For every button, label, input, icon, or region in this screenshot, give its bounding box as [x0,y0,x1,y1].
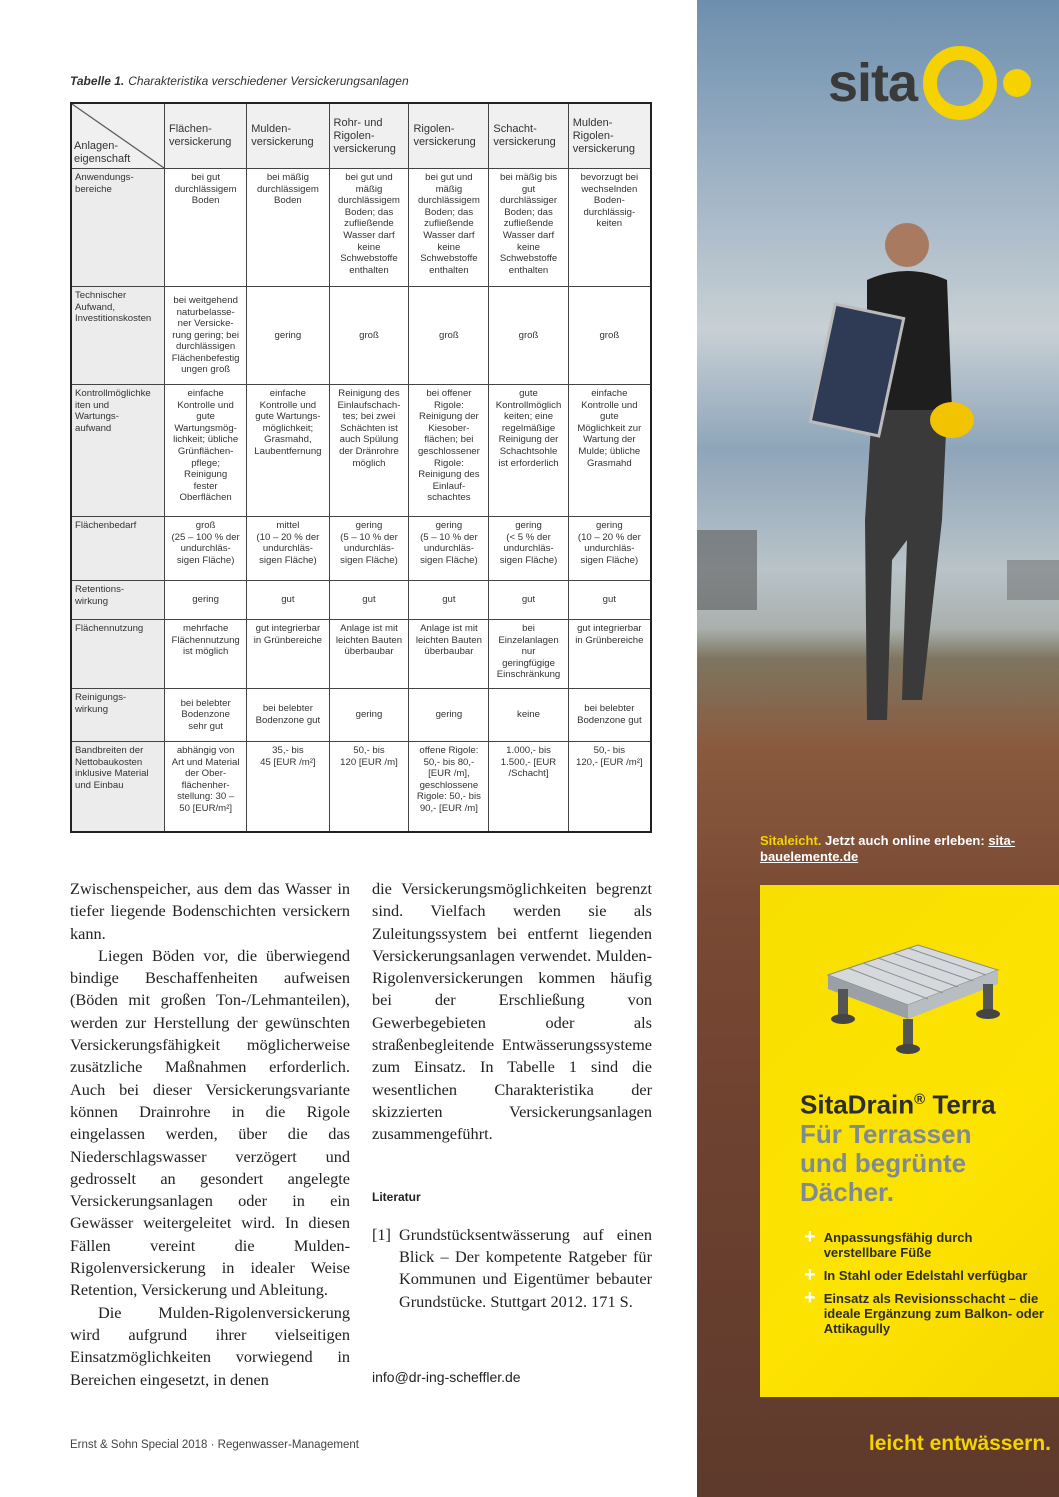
tagline-brand: Sitaleicht. [760,833,822,848]
table-cell: groß (25 – 100 % der undurchläs- sigen Fläche) [165,517,247,581]
column-header: Mulden- Rigolen- versickerung [568,103,651,169]
row-header: Bandbreiten der Nettobaukosten inklusive Material und Einbau [71,742,165,832]
table-cell: offene Rigole: 50,- bis 80,- [EUR /m], geschlossene Rigole: 50,- bis 90,- [EUR /m] [409,742,489,832]
product-subheading: Für Terrassen und begrünte Dächer. [800,1118,972,1207]
table-cell: bei belebter Bodenzone gut [568,689,651,742]
table-cell: gut integrierbar in Grünbereiche [247,620,329,689]
feature-text: Anpassungsfähig durch verstellbare Füße [823,1230,973,1260]
table-cell: keine [489,689,568,742]
table-cell: gut integrierbar in Grünbereiche [568,620,651,689]
table-cell: bei mäßig durchlässigem Boden [247,169,329,287]
website-link[interactable]: sita-bauelemente.de [760,833,1016,864]
table-cell: abhängig von Art und Material der Ober- flächenher- stellung: 30 – 50 [EUR/m²] [165,742,247,832]
table-cell: 1.000,- bis 1.500,- [EUR /Schacht] [489,742,568,832]
table-cell: bei belebter Bodenzone gut [247,689,329,742]
table-cell: 50,- bis 120 [EUR /m] [329,742,409,832]
feature-list [804,1226,1049,1344]
table-cell: einfache Kontrolle und gute Wartungsmög- lichkeit; übliche Grünflächen- pflege; Reinigung fester Oberflächen [165,385,247,517]
reference-item [372,1224,652,1313]
feature-text: Einsatz als Revisionsschacht – die ideale Ergänzung zum Balkon- oder Attikagully [823,1291,1044,1336]
table-cell: einfache Kontrolle und gute Wartungs- möglichkeit; Grasmahd, Laubentfernung [247,385,329,517]
feature-item [804,1226,1049,1260]
table-row [71,517,651,581]
logo-ring-icon [923,46,997,120]
plus-icon: + [804,1264,816,1286]
ad-slogan: leicht entwässern. [868,1432,1051,1455]
table-cell: gering [409,689,489,742]
table-cell: gut [568,581,651,620]
table-row [71,385,651,517]
feature-text: In Stahl oder Edelstahl verfügbar [823,1268,1028,1283]
table-cell: mehrfache Flächennutzung ist möglich [165,620,247,689]
author-email[interactable]: info@dr-ing-scheffler.de [372,1369,521,1385]
table-cell: einfache Kontrolle und gute Möglichkeit zur Wartung der Mulde; übliche Grasmahd [568,385,651,517]
worker-photo-illustration [697,0,1059,830]
literature-heading: Literatur [372,1189,421,1204]
table-cell: groß [409,287,489,385]
table-body [71,169,651,832]
table-cell: groß [329,287,409,385]
table-cell: bei gut und mäßig durchlässigem Boden; das zufließende Wasser darf keine Schwebstoffe enthalten [329,169,409,287]
table-cell: bei gut und mäßig durchlässigem Boden; das zufließende Wasser darf keine Schwebstoffe enthalten [409,169,489,287]
table-cell: Anlage ist mit leichten Bauten überbaubar [329,620,409,689]
row-header: Anwendungs- bereiche [71,169,165,287]
table-cell: gering (< 5 % der undurchläs- sigen Fläche) [489,517,568,581]
table-row [71,620,651,689]
logo-dot-icon [1003,69,1031,97]
column-header: Mulden- versickerung [247,103,329,169]
row-header: Reinigungs- wirkung [71,689,165,742]
table-cell: bevorzugt bei wechselnden Boden- durchlässig- keiten [568,169,651,287]
table-cell: bei weitgehend naturbelasse- ner Versicke- rung gering; bei durchlässigen Flächenbefestig ungen groß [165,287,247,385]
table-row [71,742,651,832]
table-cell: gut [409,581,489,620]
logo-wordmark: sita [827,53,917,113]
table-caption [70,74,409,88]
table-cell: gering [165,581,247,620]
corner-header [71,103,165,169]
table-cell: gut [329,581,409,620]
body-column-right [372,878,652,1313]
table-cell: Anlage ist mit leichten Bauten überbaubar [409,620,489,689]
registered-mark: ® [914,1091,926,1108]
table-row [71,169,651,287]
table-cell: gering (5 – 10 % der undurchläs- sigen Fläche) [409,517,489,581]
table-cell: mittel (10 – 20 % der undurchläs- sigen Fläche) [247,517,329,581]
page-footer: Ernst & Sohn Special 2018 · Regenwasser-Management [70,1439,359,1451]
row-header: Flächenbedarf [71,517,165,581]
feature-item [804,1287,1049,1336]
body-paragraph: die Versickerungsmöglichkeiten begrenzt sind. Vielfach werden sie als Zuleitungssystem bei entfernt liegenden Versickerungsanlagen verwendet. Mulden-Rigolenversickerungen kommen häufig bei der Erschließung von Gewerbegebieten oder als straßenbegleitende Entwässerungssysteme zum Einsatz. In Tabelle 1 sind die wesentlichen Charakteristika der skizzierten Versickerungsanlagen zusammengeführt. [372,879,652,1144]
caption-text: Charakteristika verschiedener Versickerungsanlagen [128,74,409,88]
tagline-text: Jetzt auch online erleben: [825,833,985,848]
product-heading [800,1085,1010,1207]
body-column-left [70,878,350,1391]
ad-tagline [760,833,1059,865]
table-row [71,581,651,620]
table-cell: bei mäßig bis gut durchlässiger Boden; das zufließende Wasser darf keine Schwebstoffe enthalten [489,169,568,287]
table-cell: 50,- bis 120,- [EUR /m²] [568,742,651,832]
table-cell: gute Kontrollmöglich keiten; eine regelmäßige Reinigung der Schachtsohle ist erforderlich [489,385,568,517]
table-cell: 35,- bis 45 [EUR /m²] [247,742,329,832]
table-cell: gering (10 – 20 % der undurchläs- sigen Fläche) [568,517,651,581]
table-cell: bei offener Rigole: Reinigung der Kiesober- flächen; bei geschlossener Rigole: Reinigung des Einlauf- schachtes [409,385,489,517]
advertisement [697,0,1059,1497]
table-cell: groß [489,287,568,385]
corner-label: Anlagen- eigenschaft [74,140,131,165]
table-cell: groß [568,287,651,385]
body-paragraph: Die Mulden-Rigolenversickerung wird aufgrund ihrer vielseitigen Einsatzmöglichkeiten vorwiegend in Bereichen eingesetzt, in denen [70,1302,350,1389]
column-header: Flächen- versickerung [165,103,247,169]
plus-icon: + [804,1226,816,1248]
body-paragraph: Liegen Böden vor, die überwiegend bindige Beschaffenheiten aufweisen (Böden mit großen Ton-/Lehmanteilen), werden zur Herstellung der gewünschten Versickerungsfähigkeit möglicherweise zusätzliche Maßnahmen erforderlich. Auch bei dieser Versickerungsvariante können Drainrohre in die Rigole eingelassen werden, über die das Niederschlagswasser verzögert und gedrosselt an gesondert angelegte Versickerungsanlagen oder in ein Gewässer weitergeleitet wird. In diesen Fällen vereint die Mulden-Rigolenversickerung in idealer Weise Retention, Versickerung und Ableitung. [70,945,350,1300]
table-cell: gut [247,581,329,620]
feature-item [804,1264,1049,1286]
column-header: Schacht- versickerung [489,103,568,169]
table-cell: bei belebter Bodenzone sehr gut [165,689,247,742]
table-row [71,689,651,742]
sita-logo [828,46,1031,120]
characteristics-table [70,102,652,833]
table-header-row [71,103,651,169]
table-cell: gering (5 – 10 % der undurchläs- sigen Fläche) [329,517,409,581]
caption-label: Tabelle 1. [70,74,125,88]
product-suffix: Terra [932,1089,996,1120]
table-row [71,287,651,385]
row-header: Technischer Aufwand, Investitionskosten [71,287,165,385]
column-header: Rigolen- versickerung [409,103,489,169]
table-cell: gering [247,287,329,385]
body-paragraph: Zwischenspeicher, aus dem das Wasser in tiefer liegende Bodenschichten versickern kann. [70,879,350,943]
product-name: SitaDrain [800,1089,915,1120]
drain-grate-product-image [808,915,1008,1065]
table-cell: bei Einzelanlagen nur geringfügige Einschränkung [489,620,568,689]
reference-number: [1] [372,1224,391,1244]
column-header: Rohr- und Rigolen- versickerung [329,103,409,169]
table-cell: gut [489,581,568,620]
table-cell: bei gut durchlässigem Boden [165,169,247,287]
row-header: Flächennutzung [71,620,165,689]
row-header: Retentions- wirkung [71,581,165,620]
plus-icon: + [804,1287,816,1309]
row-header: Kontrollmöglichke iten und Wartungs- aufwand [71,385,165,517]
reference-text: Grundstücksentwässerung auf einen Blick – Der kompetente Ratgeber für Kommunen und Eigentümer bebauter Grundstücke. Stuttgart 2012. 171 S. [398,1224,652,1311]
product-box [760,885,1059,1397]
table-cell: gering [329,689,409,742]
table-cell: Reinigung des Einlaufschach- tes; bei zwei Schächten ist auch Spülung der Dränrohre möglich [329,385,409,517]
